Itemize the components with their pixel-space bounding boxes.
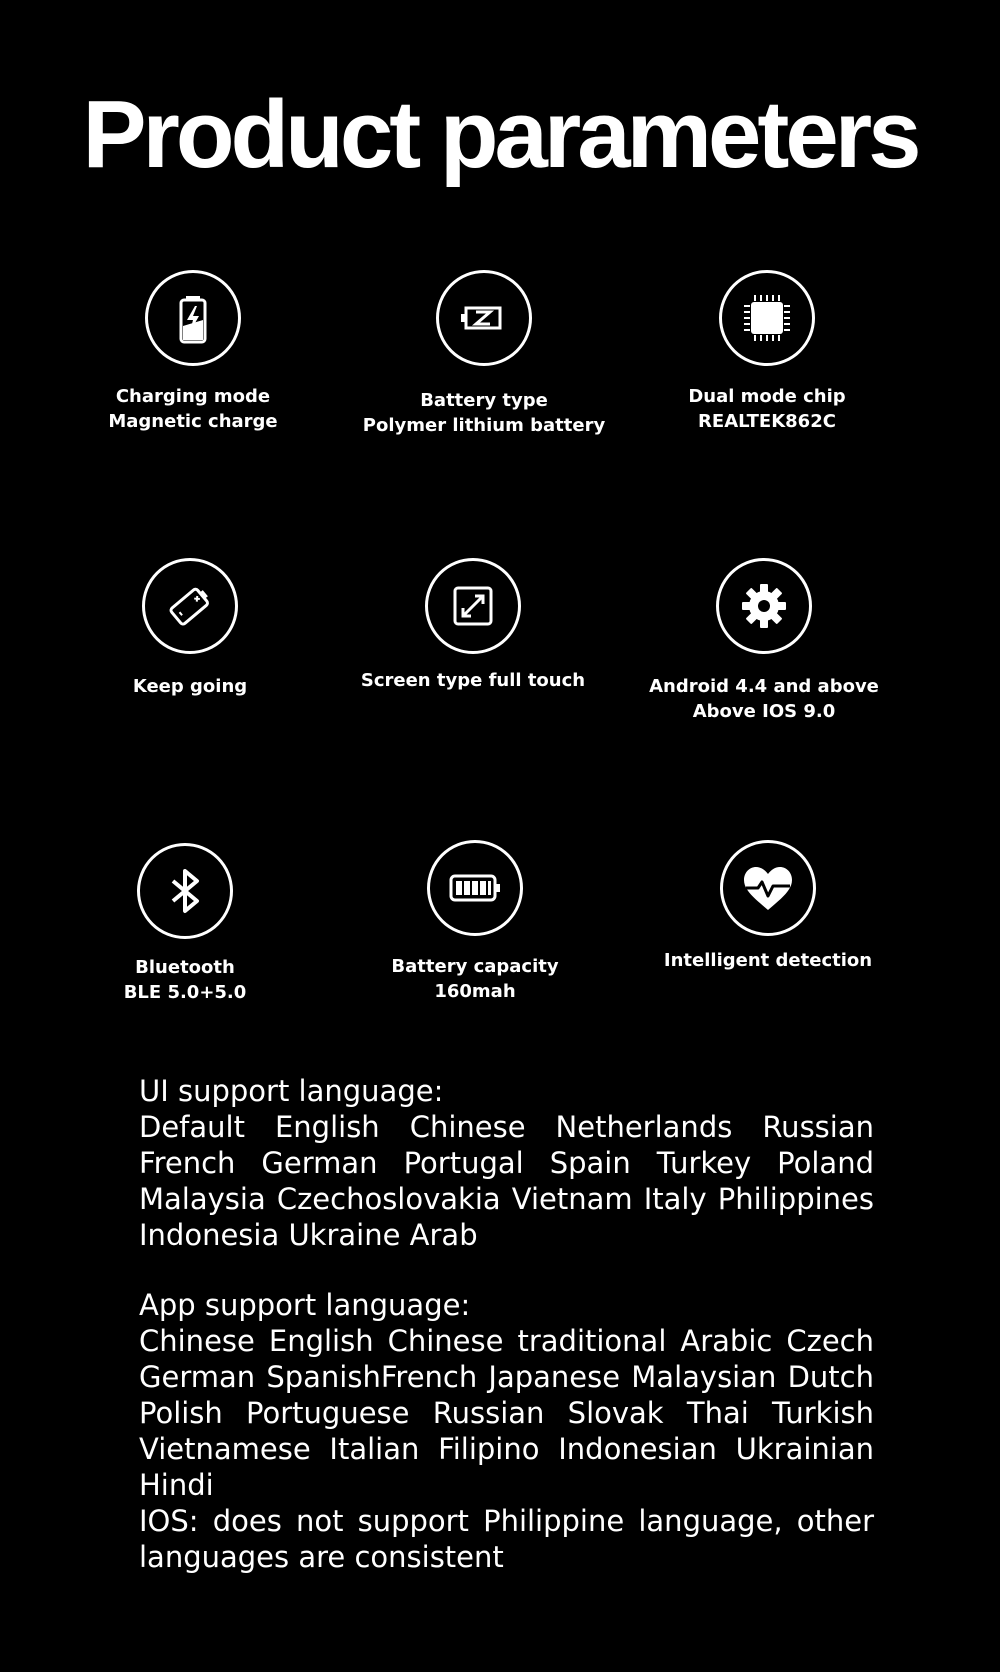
battery-full-icon [427,840,523,936]
feature-value-3: REALTEK862C [698,411,836,432]
chip-icon [719,270,815,366]
feature-label-2: Battery type [420,390,548,411]
app-language-heading: App support language: [139,1288,471,1322]
feature-charging-mode [63,270,323,434]
battery-charging-icon [145,270,241,366]
battery-z-icon [436,270,532,366]
feature-value-8: 160mah [434,981,516,1002]
feature-label-9: Intelligent detection [663,950,873,971]
page-title: Product parameters [82,81,918,188]
feature-bluetooth [55,843,315,1005]
feature-battery-type [354,270,614,438]
feature-os-support [634,558,894,724]
feature-value-1: Magnetic charge [108,411,278,432]
feature-label-6: Android 4.4 and above [649,676,879,697]
feature-battery-capacity [345,840,605,1004]
app-language-list: Chinese English Chinese traditional Arabic Czech German SpanishFrench Japanese Malaysian Dutch Polish Portuguese Russian Slovak Thai Turkish Vietnamese Italian Filipino Indonesian Ukrainian Hindi [139,1324,874,1502]
ui-language-heading: UI support language: [139,1074,444,1108]
feature-screen-type [343,558,603,693]
feature-value-2: Polymer lithium battery [362,415,606,436]
feature-label-3: Dual mode chip [688,386,846,407]
feature-label-4: Keep going [132,676,248,697]
bluetooth-icon [137,843,233,939]
ios-language-note: IOS: does not support Philippine language, other languages are consistent [139,1504,874,1574]
expand-screen-icon [425,558,521,654]
ui-language-section [139,1073,874,1253]
feature-value-7: BLE 5.0+5.0 [123,982,247,1003]
feature-value-6: Above IOS 9.0 [692,701,836,722]
feature-intelligent-detection [638,840,898,973]
feature-label-8: Battery capacity [391,956,559,977]
feature-keep-going [60,558,320,699]
heart-pulse-icon [720,840,816,936]
feature-label-5: Screen type full touch [360,670,586,691]
gear-icon [716,558,812,654]
feature-chip [637,270,897,434]
feature-label-1: Charging mode [115,386,271,407]
app-language-section [139,1287,874,1575]
ui-language-list: Default English Chinese Netherlands Russian French German Portugal Spain Turkey Poland Malaysia Czechoslovakia Vietnam Italy Philippines Indonesia Ukraine Arab [139,1110,874,1252]
battery-tilted-icon [142,558,238,654]
feature-label-7: Bluetooth [135,957,235,978]
